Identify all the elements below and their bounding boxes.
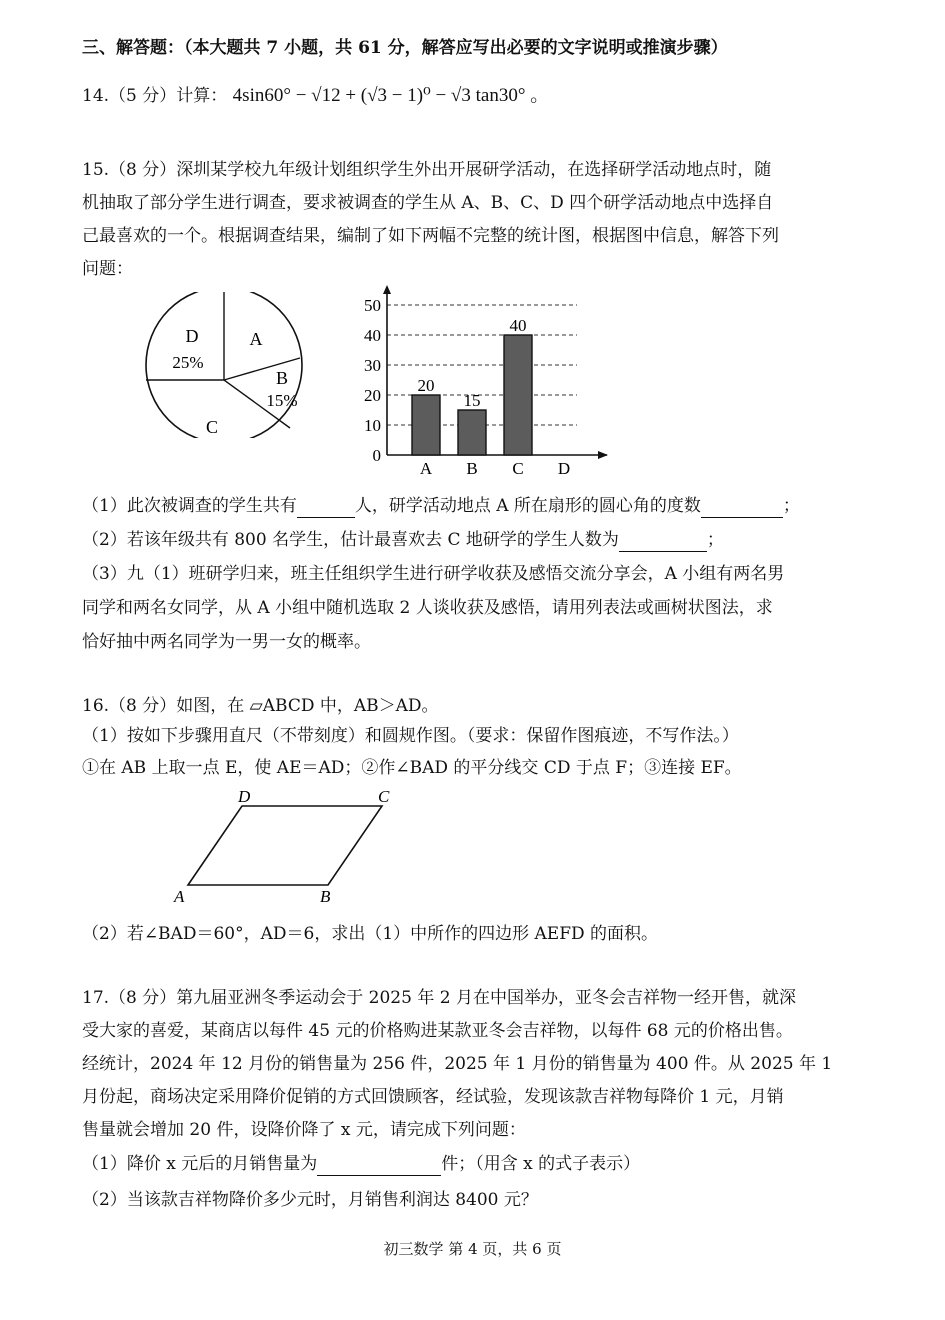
q17-line-4: 月份起，商场决定采用降价促销的方式回馈顾客，经试验，发现该款吉祥物每降价 1 元，月销 <box>82 1087 784 1107</box>
q17-sub1-text-b: 件；（用含 x 的式子表示） <box>441 1154 641 1174</box>
section-header: 三、解答题：（本大题共 7 小题，共 61 分，解答应写出必要的文字说明或推演步骤） <box>82 38 728 58</box>
answer-blank-c-count[interactable] <box>619 533 707 552</box>
pie-label-d: D <box>185 326 199 346</box>
bar <box>504 335 532 455</box>
q14-line <box>82 84 549 108</box>
answer-blank-angle[interactable] <box>701 499 783 518</box>
q17-sub1-text-a: （1）降价 x 元后的月销售量为 <box>82 1154 318 1174</box>
q15-sub2-text-b: ； <box>706 530 724 550</box>
pie-label-a: A <box>249 329 263 349</box>
q15-sub1-text-c: ； <box>782 496 800 516</box>
y-tick-label: 0 <box>372 446 381 465</box>
q15-sub1-text-b: 人，研学活动地点 A 所在扇形的圆心角的度数 <box>354 496 701 516</box>
q17-line-3: 经统计，2024 年 12 月份的销售量为 256 件，2025 年 1 月份的销售量为 400 件。从 2025 年 1 <box>82 1054 833 1074</box>
q15-sub1-text-a: （1）此次被调查的学生共有 <box>82 496 297 516</box>
q17-line-1: 17.（8 分）第九届亚洲冬季运动会于 2025 年 2 月在中国举办，亚冬会吉祥物一经开售，就深 <box>82 988 796 1008</box>
q17-line-5: 售量就会增加 20 件，设降价降了 x 元，请完成下列问题： <box>82 1120 526 1140</box>
q17-sub1 <box>82 1152 640 1176</box>
vertex-label-b: B <box>320 887 331 906</box>
parallelogram-abcd <box>188 806 382 885</box>
page-footer: 初三数学 第 4 页，共 6 页 <box>383 1240 562 1258</box>
x-category-label: D <box>557 459 571 478</box>
q17-line-2: 受大家的喜爱，某商店以每件 45 元的价格购进某款亚冬会吉祥物，以每件 68 元的价格出售。 <box>82 1021 793 1041</box>
q16-intro: 16.（8 分）如图，在 ▱ABCD 中，AB＞AD。 <box>82 696 439 716</box>
parallelogram-figure <box>168 784 408 908</box>
y-tick-label: 50 <box>364 296 381 315</box>
q15-sub2-text-a: （2）若该年级共有 800 名学生，估计最喜欢去 C 地研学的学生人数为 <box>82 530 619 550</box>
q15-sub3-line-1: （3）九（1）班研学归来，班主任组织学生进行研学收获及感悟交流分享会，A 小组有两名男 <box>82 564 785 584</box>
q15-line-2: 机抽取了部分学生进行调查，要求被调查的学生从 A、B、C、D 四个研学活动地点中选择自 <box>82 193 774 213</box>
vertex-label-c: C <box>378 787 390 806</box>
pie-percent-d: 25% <box>172 353 204 372</box>
q15-sub1 <box>82 494 800 518</box>
bar <box>458 410 486 455</box>
bar-data-label: 20 <box>417 376 435 395</box>
q17-sub2: （2）当该款吉祥物降价多少元时，月销售利润达 8400 元？ <box>82 1190 538 1210</box>
bar-data-label: 40 <box>509 316 527 335</box>
y-tick-label: 40 <box>364 326 381 345</box>
bar <box>412 395 440 455</box>
x-category-label: B <box>466 459 478 478</box>
q14-prefix: 14.（5 分）计算： <box>82 86 228 106</box>
pie-chart <box>138 292 310 438</box>
answer-blank-total[interactable] <box>297 499 355 518</box>
bar-chart <box>355 285 620 483</box>
q15-sub3-line-3: 恰好抽中两名同学为一男一女的概率。 <box>82 632 371 652</box>
x-category-label: A <box>419 459 433 478</box>
q15-line-3: 己最喜欢的一个。根据调查结果，编制了如下两幅不完整的统计图，根据图中信息，解答下列 <box>82 226 779 246</box>
q15-sub2 <box>82 528 724 552</box>
q15-line-1: 15.（8 分）深圳某学校九年级计划组织学生外出开展研学活动，在选择研学活动地点时，随 <box>82 160 772 180</box>
q16-steps: ①在 AB 上取一点 E，使 AE＝AD；②作∠BAD 的平分线交 CD 于点 F；③连接 EF。 <box>82 758 742 778</box>
pie-label-c: C <box>205 417 219 437</box>
vertex-label-a: A <box>174 887 185 906</box>
x-category-label: C <box>512 459 524 478</box>
q14-expression: 4sin60° − √12 + (√3 − 1)⁰ − √3 tan30° 。 <box>232 85 550 106</box>
q16-sub1: （1）按如下步骤用直尺（不带刻度）和圆规作图。（要求：保留作图痕迹，不写作法。） <box>82 726 739 746</box>
vertex-label-d: D <box>238 787 251 806</box>
q15-sub3-line-2: 同学和两名女同学，从 A 小组中随机选取 2 人谈收获及感悟，请用列表法或画树状图法，求 <box>82 598 773 618</box>
y-axis-arrow <box>383 285 391 294</box>
y-tick-label: 30 <box>364 356 381 375</box>
x-axis-arrow <box>598 451 608 459</box>
y-tick-label: 20 <box>364 386 381 405</box>
q15-line-4: 问题： <box>82 259 133 279</box>
q16-sub2: （2）若∠BAD＝60°，AD＝6，求出（1）中所作的四边形 AEFD 的面积。 <box>82 924 659 944</box>
pie-label-b: B <box>275 368 289 388</box>
bar-data-label: 15 <box>463 391 481 410</box>
pie-percent-b: 15% <box>266 391 298 410</box>
answer-blank-monthly-sales[interactable] <box>317 1157 441 1176</box>
y-tick-label: 10 <box>364 416 381 435</box>
